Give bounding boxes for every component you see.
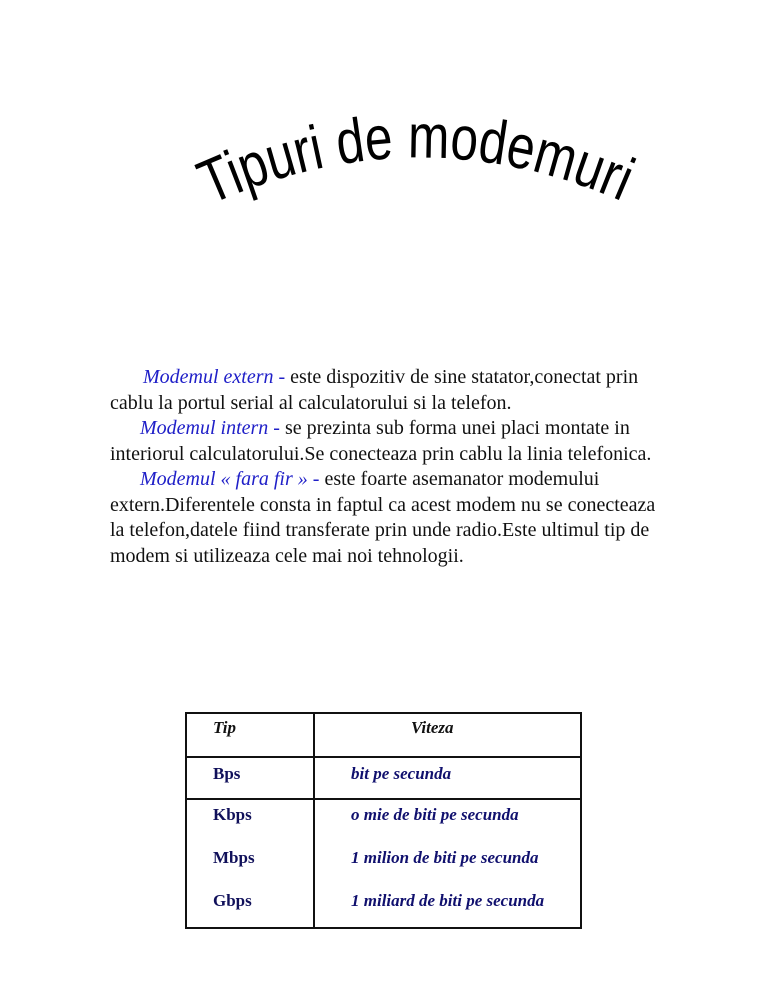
paragraph-modem-intern xyxy=(110,416,670,467)
speed-units-table xyxy=(185,712,582,929)
header-viteza: Viteza xyxy=(314,713,581,757)
table-row xyxy=(186,886,581,928)
page-title-text xyxy=(189,102,644,217)
paragraph-modem-fara-fir xyxy=(110,467,670,569)
page-title xyxy=(190,100,650,240)
term-modem-intern: Modemul intern - xyxy=(140,417,280,439)
table-row xyxy=(186,799,581,843)
paragraph-text-modem-extern: este dispozitiv de sine statator,conectat prin cablu la portul serial al calculatorului si la telefon. xyxy=(110,366,639,414)
paragraph-modem-extern xyxy=(110,365,670,416)
cell-unit: Gbps xyxy=(186,886,314,928)
cell-unit: Kbps xyxy=(186,799,314,843)
header-tip: Tip xyxy=(186,713,314,757)
cell-description: 1 miliard de biti pe secunda xyxy=(314,886,581,928)
table-row xyxy=(186,757,581,799)
cell-description: 1 milion de biti pe secunda xyxy=(314,843,581,886)
table-header-row xyxy=(186,713,581,757)
body-text xyxy=(110,365,670,569)
table-row xyxy=(186,843,581,886)
term-modem-fara-fir: Modemul « fara fir » - xyxy=(140,468,320,490)
paragraph-text-modem-intern: se prezinta sub forma unei placi montate in interiorul calculatorului.Se conecteaza prin cablu la linia telefonica. xyxy=(110,417,652,465)
cell-unit: Bps xyxy=(186,757,314,799)
term-modem-extern: Modemul extern - xyxy=(143,366,286,388)
cell-description: bit pe secunda xyxy=(314,757,581,799)
cell-unit: Mbps xyxy=(186,843,314,886)
cell-description: o mie de biti pe secunda xyxy=(314,799,581,843)
page-title-path-text: Tipuri de modemuri xyxy=(188,102,646,218)
paragraph-text-modem-fara-fir: este foarte asemanator modemului extern.Diferentele consta in faptul ca acest modem nu se conecteaza la telefon,datele fiind transferate prin unde radio.Este ultimul tip de modem si utilizeaza cele mai noi tehnologii. xyxy=(110,468,656,567)
